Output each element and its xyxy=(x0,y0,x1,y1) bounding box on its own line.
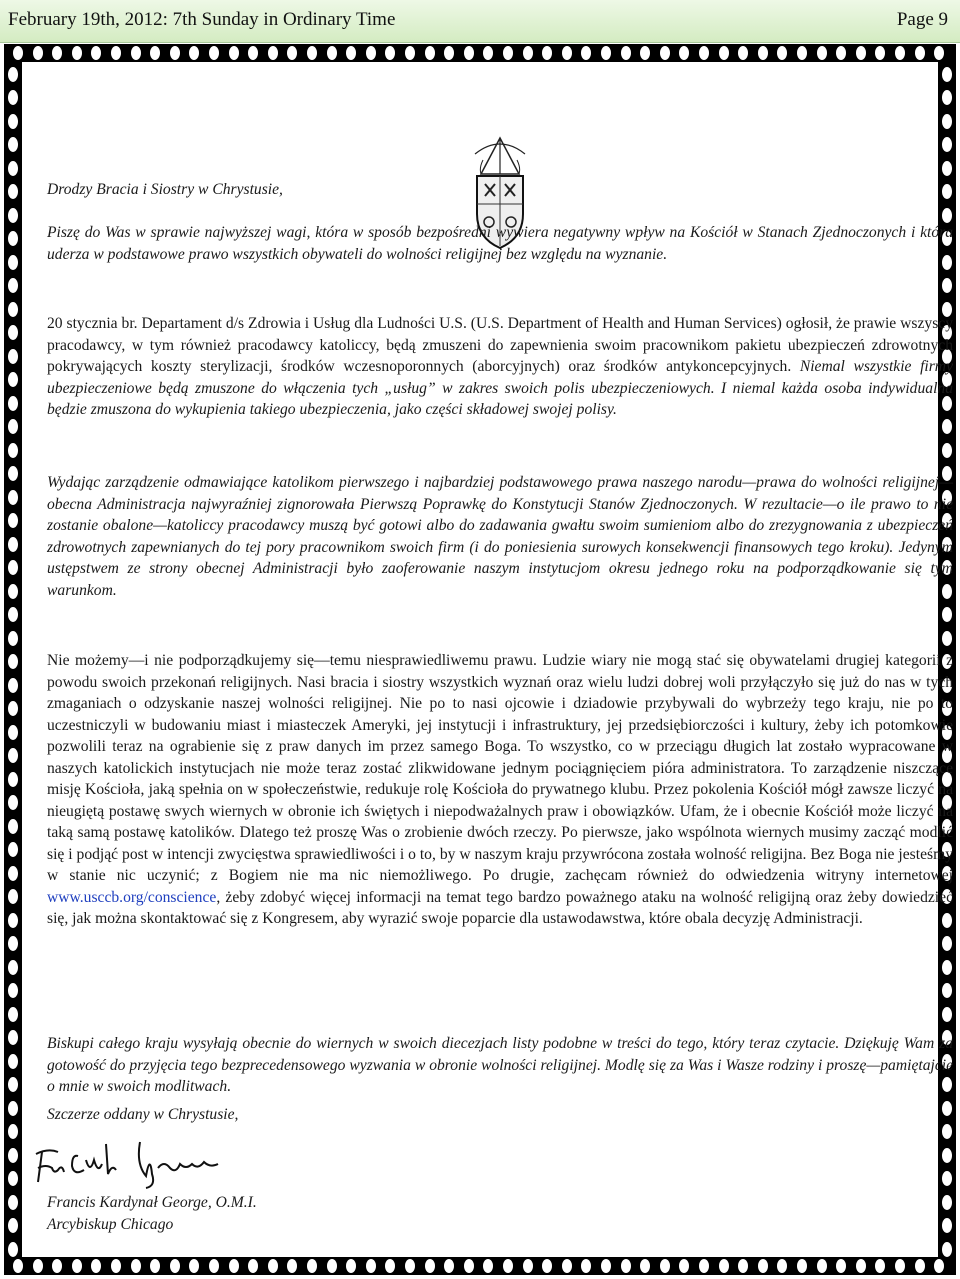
border-dot xyxy=(679,46,689,60)
border-dot xyxy=(942,90,952,105)
border-dot xyxy=(287,1259,297,1273)
border-dot xyxy=(8,1218,18,1233)
border-dot xyxy=(942,161,952,176)
border-dot xyxy=(942,443,952,458)
border-dot xyxy=(8,231,18,246)
paragraph-2-lead: 20 stycznia br. Departament d/s Zdrowia i Usług dla Ludności U.S. (U.S. Department of Health and Human Services) ogłosił, że prawie wszyscy pracodawcy, w tym również pracodawcy katoliccy, będą zmuszeni do zapewnienia swoim pracownikom pakietu ubezpieczeń zdrowotnych pokrywających koszty sterylizacji, środków wczesnoporonnych (aborcyjnych) oraz środków antykoncepcyjnych. xyxy=(47,315,953,375)
border-dot xyxy=(229,1259,239,1273)
border-dot xyxy=(346,1259,356,1273)
border-dot xyxy=(523,46,533,60)
border-dot xyxy=(366,1259,376,1273)
border-dot xyxy=(942,1007,952,1022)
handwritten-signature xyxy=(28,1134,223,1189)
border-dot xyxy=(758,1259,768,1273)
border-dot xyxy=(8,67,18,82)
border-dot xyxy=(8,161,18,176)
border-dot xyxy=(8,466,18,481)
border-dot xyxy=(8,255,18,270)
border-dot xyxy=(268,1259,278,1273)
border-dot xyxy=(856,1259,866,1273)
border-dot xyxy=(699,46,709,60)
border-dot xyxy=(405,46,415,60)
border-dot xyxy=(8,184,18,199)
border-dot xyxy=(817,1259,827,1273)
border-dot xyxy=(248,46,258,60)
border-dot xyxy=(8,678,18,693)
border-dot xyxy=(942,1242,952,1257)
border-dot xyxy=(72,1259,82,1273)
border-dot xyxy=(8,607,18,622)
border-dot xyxy=(8,1077,18,1092)
border-dot xyxy=(915,1259,925,1273)
border-dot xyxy=(777,46,787,60)
border-dot xyxy=(8,913,18,928)
border-dot xyxy=(942,137,952,152)
border-dot xyxy=(942,114,952,129)
border-dot xyxy=(8,1030,18,1045)
border-dot xyxy=(542,46,552,60)
border-dot xyxy=(942,278,952,293)
border-dot xyxy=(562,46,572,60)
border-dot xyxy=(385,1259,395,1273)
border-dot xyxy=(8,208,18,223)
border-dot xyxy=(33,46,43,60)
border-dot xyxy=(248,1259,258,1273)
border-dot xyxy=(8,1171,18,1186)
border-dot xyxy=(229,46,239,60)
border-dot xyxy=(836,1259,846,1273)
border-dot xyxy=(817,46,827,60)
border-dot xyxy=(444,46,454,60)
border-dot xyxy=(170,1259,180,1273)
border-dot xyxy=(111,1259,121,1273)
border-dot xyxy=(405,1259,415,1273)
border-dot xyxy=(8,1148,18,1163)
border-dot xyxy=(836,46,846,60)
paragraph-2-rest: Niemal wszystkie firmy ubezpieczeniowe będą zmuszone do włączenia tych „usług” w zakres swoich polis ubezpieczeniowych. I niemal każda osoba indywidualna będzie zmuszona do wykupienia takiego ubezpieczenia, jako części składowej swojej polisy. xyxy=(47,358,953,418)
paragraph-4-tail: , żeby zdobyć więcej informacji na temat tego bardzo poważnego ataku na wolność religijną oraz żeby dowiedzieć się, jak można skontaktować się z Kongresem, aby wyrazić swoje poparcie dla ustawodawstwa, które obala decyzję Administracji. xyxy=(47,888,953,927)
border-dot xyxy=(942,960,952,975)
border-dot xyxy=(8,1007,18,1022)
border-dot xyxy=(8,513,18,528)
border-dot xyxy=(562,1259,572,1273)
border-dot xyxy=(189,46,199,60)
border-dot xyxy=(483,46,493,60)
border-dot xyxy=(13,1259,23,1273)
border-dot xyxy=(464,1259,474,1273)
paragraph-1: Piszę do Was w sprawie najwyższej wagi, która w sposób bezpośredni wywiera negatywny wpływ na Kościół w Stanach Zjednoczonych i która uderza w podstawowe prawo wszystkich obywateli do wolności religijnej bez względu na wyznanie. xyxy=(47,224,953,263)
border-dot xyxy=(942,1218,952,1233)
border-dot xyxy=(150,46,160,60)
paragraph-3: Wydając zarządzenie odmawiające katolikom pierwszego i najbardziej podstawowego prawa naszego narodu—prawa do wolności religijnej—obecna Administracja najwyraźniej zignorowała Pierwszą Poprawkę do Konstytucji Stanów Zjednoczonych. W rezultacie—o ile prawo to nie zostanie obalone—katoliccy pracodawcy muszą być gotowi albo do zadawania gwałtu swoim sumieniom albo do zrezygnowania z ubezpieczeń zdrowotnych zapewnianych do tej pory pracownikom swoich firm (i do poniesienia surowych konsekwencji finansowych tego kroku). Jedynym ustępstwem ze strony obecnej Administracji było zaoferowanie naszym instytucjom okresu jednego roku na podporządkowanie się tym warunkom. xyxy=(47,474,953,599)
border-dot xyxy=(8,537,18,552)
border-dot xyxy=(777,1259,787,1273)
border-dot xyxy=(8,372,18,387)
border-dot xyxy=(856,46,866,60)
border-dot xyxy=(8,960,18,975)
border-dot xyxy=(8,325,18,340)
border-dot xyxy=(385,46,395,60)
closing-line: Szczerze oddany w Chrystusie, xyxy=(47,1106,239,1123)
border-dot xyxy=(268,46,278,60)
border-dot xyxy=(52,1259,62,1273)
border-dot xyxy=(209,1259,219,1273)
border-dot xyxy=(895,1259,905,1273)
paragraph-2 xyxy=(47,313,953,421)
border-dot xyxy=(640,46,650,60)
border-dot xyxy=(503,1259,513,1273)
border-dot xyxy=(8,889,18,904)
greeting: Drodzy Bracia i Siostry w Chrystusie, xyxy=(47,181,283,198)
border-dot xyxy=(581,46,591,60)
border-dot xyxy=(91,46,101,60)
border-dot xyxy=(8,1124,18,1139)
page-number: Page 9 xyxy=(896,9,948,30)
border-dot xyxy=(111,46,121,60)
border-dot xyxy=(444,1259,454,1273)
border-dot xyxy=(942,936,952,951)
border-dot xyxy=(8,795,18,810)
border-dot xyxy=(91,1259,101,1273)
border-dot xyxy=(942,208,952,223)
border-dot xyxy=(189,1259,199,1273)
border-dot xyxy=(327,1259,337,1273)
border-dot xyxy=(601,46,611,60)
border-dot xyxy=(13,46,23,60)
border-dot xyxy=(934,1259,944,1273)
border-dot xyxy=(8,114,18,129)
border-dot xyxy=(72,46,82,60)
border-dot xyxy=(8,560,18,575)
border-dot xyxy=(8,936,18,951)
border-dot xyxy=(621,1259,631,1273)
border-dot xyxy=(8,631,18,646)
border-dot xyxy=(287,46,297,60)
border-dot xyxy=(8,278,18,293)
author-title: Arcybiskup Chicago xyxy=(47,1216,174,1233)
border-dot xyxy=(942,631,952,646)
border-dot xyxy=(8,90,18,105)
border-dot xyxy=(699,1259,709,1273)
border-dot xyxy=(738,1259,748,1273)
border-dot xyxy=(758,46,768,60)
border-dot xyxy=(8,584,18,599)
border-dot xyxy=(8,983,18,998)
border-dot xyxy=(425,46,435,60)
border-dot xyxy=(8,1195,18,1210)
paragraph-5: Biskupi całego kraju wysyłają obecnie do wiernych w swoich diecezjach listy podobne w treści do tego, który teraz czytacie. Dziękuję Wam za gotowość do przyjęcia tego bezprecedensowego wyzwania w obronie wolności religijnej. Modlę się za Was i Wasze rodziny i proszę—pamiętajcie o mnie w swoich modlitwach. xyxy=(47,1035,953,1095)
border-dot xyxy=(660,1259,670,1273)
border-dot xyxy=(8,443,18,458)
border-dot xyxy=(542,1259,552,1273)
border-dot xyxy=(942,419,952,434)
border-dot xyxy=(8,866,18,881)
border-dot xyxy=(679,1259,689,1273)
border-dot xyxy=(8,137,18,152)
border-dot xyxy=(131,1259,141,1273)
border-dot xyxy=(934,46,944,60)
border-dot xyxy=(8,419,18,434)
border-dot xyxy=(8,654,18,669)
border-dot xyxy=(8,349,18,364)
border-dot xyxy=(8,701,18,716)
border-dot xyxy=(640,1259,650,1273)
border-dot xyxy=(942,1171,952,1186)
border-dot xyxy=(503,46,513,60)
border-dot xyxy=(425,1259,435,1273)
border-dot xyxy=(8,748,18,763)
border-dot xyxy=(942,1101,952,1116)
letter-panel xyxy=(22,62,953,1257)
author-name: Francis Kardynał George, O.M.I. xyxy=(47,1194,257,1211)
border-dot xyxy=(942,1195,952,1210)
border-dot xyxy=(8,819,18,834)
border-dot xyxy=(523,1259,533,1273)
border-dot xyxy=(8,725,18,740)
border-dot xyxy=(8,490,18,505)
border-dot xyxy=(150,1259,160,1273)
border-dot xyxy=(209,46,219,60)
border-dot xyxy=(915,46,925,60)
border-dot xyxy=(660,46,670,60)
border-dot xyxy=(895,46,905,60)
usccb-conscience-link[interactable]: www.usccb.org/conscience xyxy=(47,888,217,906)
border-dot xyxy=(581,1259,591,1273)
border-dot xyxy=(875,1259,885,1273)
header-title: February 19th, 2012: 7th Sunday in Ordinary Time xyxy=(8,9,396,30)
border-dot xyxy=(307,46,317,60)
border-dot xyxy=(719,46,729,60)
border-dot xyxy=(8,396,18,411)
border-dot xyxy=(942,184,952,199)
paragraph-4 xyxy=(47,650,953,930)
border-dot xyxy=(131,46,141,60)
border-dot xyxy=(52,46,62,60)
border-dot xyxy=(366,46,376,60)
border-dot xyxy=(8,302,18,317)
page-header xyxy=(0,0,960,43)
border-dot xyxy=(8,1242,18,1257)
border-dot xyxy=(346,46,356,60)
border-dot xyxy=(875,46,885,60)
border-dot xyxy=(621,46,631,60)
border-dot xyxy=(942,607,952,622)
border-dot xyxy=(464,46,474,60)
border-dot xyxy=(307,1259,317,1273)
dotted-border-frame xyxy=(4,44,956,1275)
border-dot xyxy=(327,46,337,60)
border-dot xyxy=(942,983,952,998)
border-dot xyxy=(8,1101,18,1116)
border-dot xyxy=(8,842,18,857)
border-dot xyxy=(601,1259,611,1273)
border-dot xyxy=(170,46,180,60)
border-dot xyxy=(942,1148,952,1163)
border-dot xyxy=(942,67,952,82)
border-dot xyxy=(483,1259,493,1273)
border-dot xyxy=(719,1259,729,1273)
border-dot xyxy=(797,46,807,60)
border-dot xyxy=(8,1054,18,1069)
border-dot xyxy=(797,1259,807,1273)
border-dot xyxy=(8,772,18,787)
border-dot xyxy=(33,1259,43,1273)
paragraph-4-text: Nie możemy—i nie podporządkujemy się—temu niesprawiedliwemu prawu. Ludzie wiary nie mogą stać się obywatelami drugiej kategorii z powodu swoich przekonań religijnych. Nasi bracia i siostry wszystkich wyznań oraz wielu ludzi dobrej woli przyłączyło się już do nas w tych zmaganiach o odzyskanie naszej wolności religijnej. Nie po to nasi ojcowie i dziadowie przybywali do wybrzeży tego kraju, nie po to uczestniczyli w budowaniu miast i miasteczek Ameryki, jej instytucji i infrastruktury, jej przedsiębiorczości i kultury, żeby ich potomkowie pozwolili teraz na ograbienie się z praw danych im przez samego Boga. To wszystko, co w przeciągu długich lat zostało wypracowane w naszych katolickich instytucjach nie może teraz zostać zlikwidowane jednym pociągnięciem pióra administratora. To zarządzenie niszczące misję Kościoła, jaką spełnia on w społeczeństwie, redukuje rolę Kościoła do prywatnego klubu. Przez pokolenia Kościół mógł zawsze liczyć na nieugiętą postawę swych wiernych w obronie ich świętych i niepodważalnych praw i obowiązków. Ufam, że i obecnie Kościół może liczyć na taką samą postawę katolików. Dlatego też proszę Was o zrobienie dwóch rzeczy. Po pierwsze, jako wspólnota wiernych musimy zacząć modlić się i podjąć post w intencji zwycięstwa sprawiedliwości i o to, by w naszym kraju przywrócona została wolność religijna. Bez Boga nie jesteśmy w stanie nic uczynić; z Bogiem nie ma nic niemożliwego. Po drugie, zachęcam również do odwiedzenia witryny internetowej xyxy=(47,652,953,884)
border-dot xyxy=(942,1124,952,1139)
border-dot xyxy=(738,46,748,60)
